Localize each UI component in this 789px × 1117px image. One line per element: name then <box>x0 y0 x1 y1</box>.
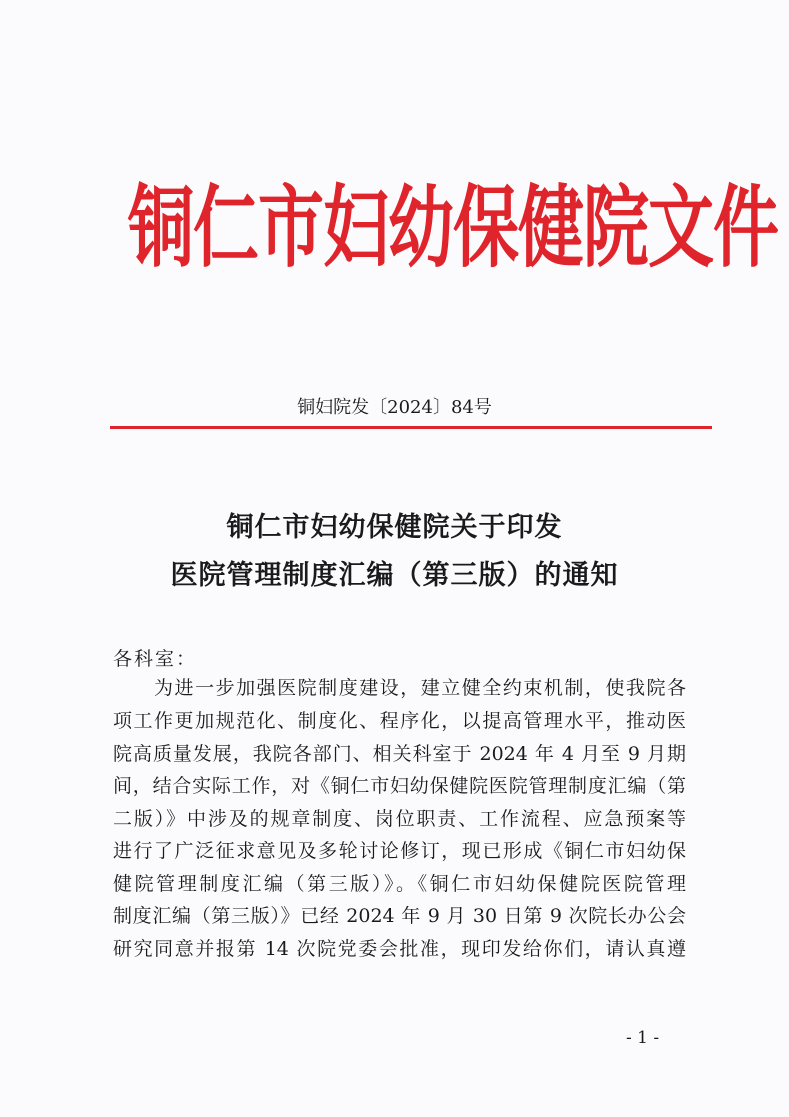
notice-title-line-1: 铜仁市妇幼保健院关于印发 <box>226 512 563 543</box>
body-line: 院高质量发展，我院各部门、相关科室于 2024 年 4 月至 9 月期 <box>113 743 686 765</box>
document-number: 铜妇院发〔2024〕84号 <box>297 397 492 418</box>
page-number: - 1 - <box>626 1028 660 1048</box>
body-line: 健院管理制度汇编（第三版）》。《铜仁市妇幼保健院医院管理 <box>113 873 686 895</box>
body-line: 项工作更加规范化、制度化、程序化，以提高管理水平，推动医 <box>113 710 686 732</box>
body-line: 为进一步加强医院制度建设，建立健全约束机制，使我院各 <box>113 677 686 699</box>
body-line: 研究同意并报第 14 次院党委会批准，现印发给你们，请认真遵 <box>113 938 686 960</box>
body-line: 制度汇编（第三版）》已经 2024 年 9 月 30 日第 9 次院长办公会 <box>113 905 686 927</box>
notice-title-line-2: 医院管理制度汇编（第三版）的通知 <box>170 560 619 591</box>
document-header-title: 铜仁市妇幼保健院文件 <box>128 174 778 280</box>
salutation: 各科室： <box>113 648 198 670</box>
body-line: 间，结合实际工作，对《铜仁市妇幼保健院医院管理制度汇编（第 <box>113 775 686 797</box>
body-line: 进行了广泛征求意见及多轮讨论修订，现已形成《铜仁市妇幼保 <box>113 840 686 862</box>
red-divider <box>110 426 712 429</box>
body-line: 二版）》中涉及的规章制度、岗位职责、工作流程、应急预案等 <box>113 808 686 830</box>
